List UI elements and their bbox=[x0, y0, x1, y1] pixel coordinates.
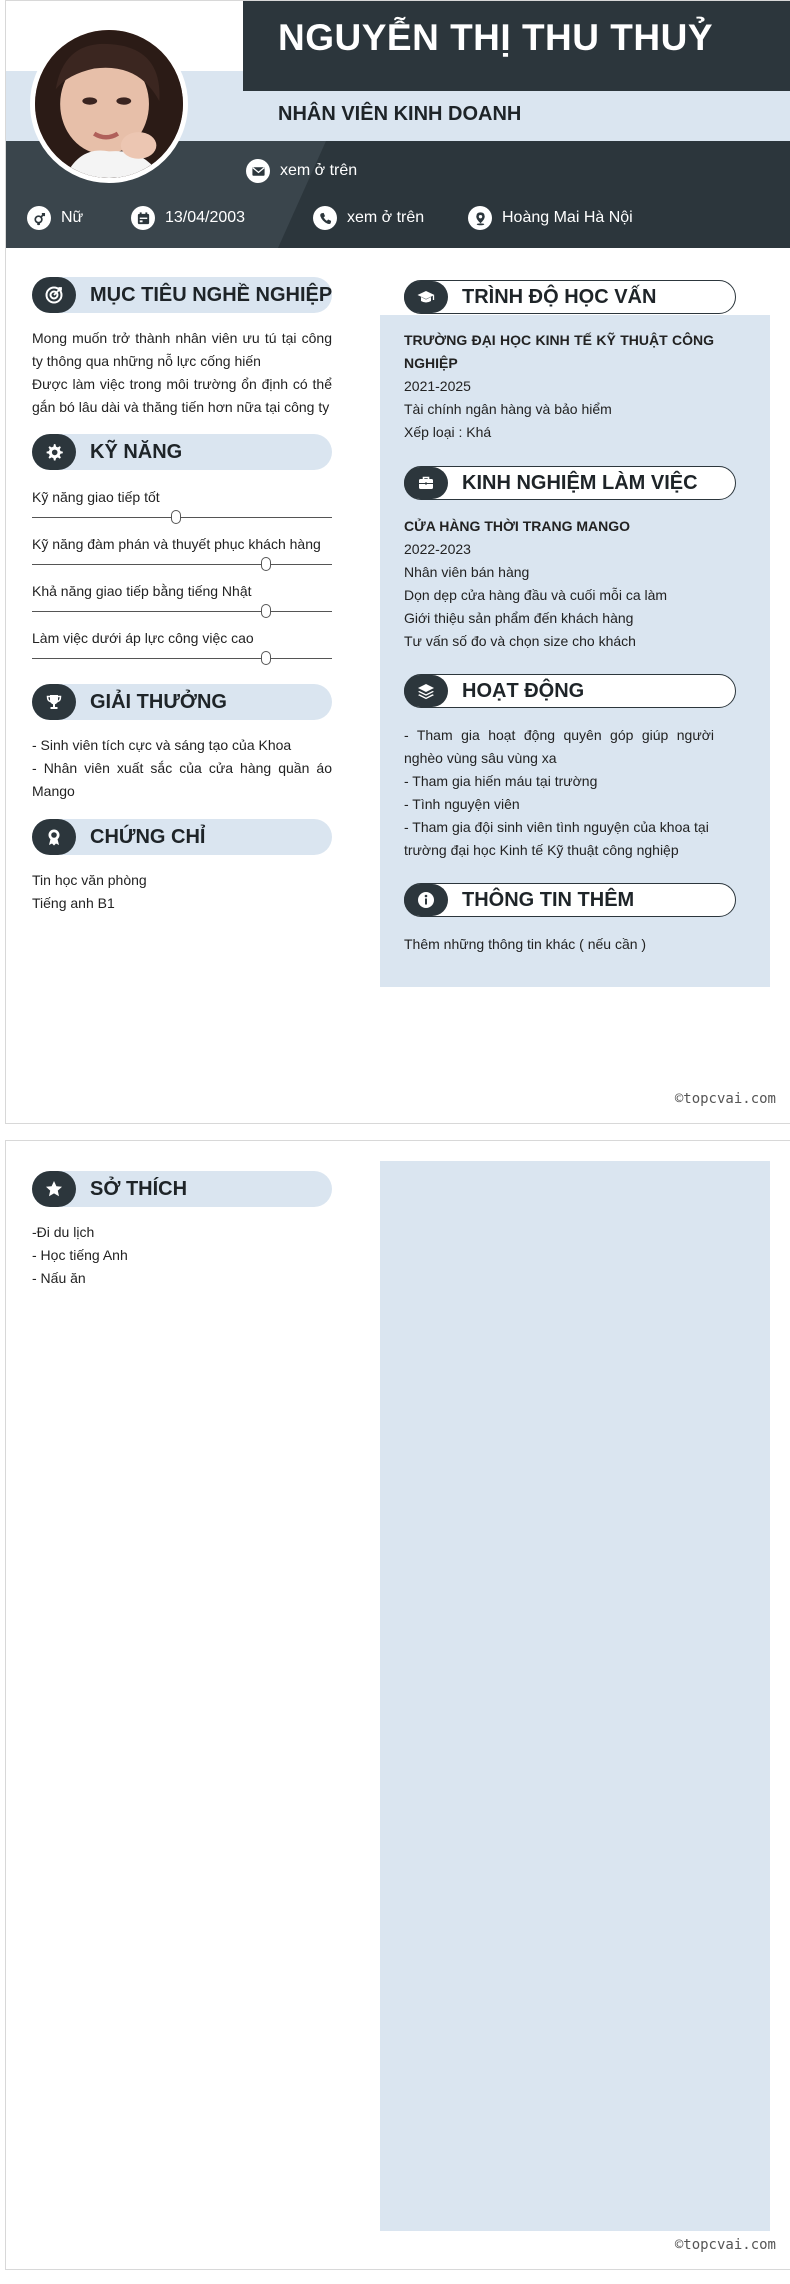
experience-period: 2022-2023 bbox=[404, 541, 471, 557]
more-info-text: Thêm những thông tin khác ( nếu cần ) bbox=[404, 936, 647, 952]
briefcase-icon bbox=[404, 467, 448, 499]
hobby-line: - Học tiếng Anh bbox=[32, 1247, 128, 1263]
birthday-value: 13/04/2003 bbox=[165, 209, 246, 226]
skill-level-knob bbox=[171, 510, 181, 524]
target-icon bbox=[32, 277, 76, 313]
section-title: HOẠT ĐỘNG bbox=[462, 679, 585, 702]
experience-line: Dọn dẹp cửa hàng đầu và cuối mỗi ca làm bbox=[404, 587, 668, 603]
section-title: MỤC TIÊU NGHỀ NGHIỆP bbox=[90, 283, 333, 306]
hobbies-text bbox=[32, 1221, 332, 1290]
graduation-cap-icon bbox=[404, 281, 448, 313]
phone-item bbox=[313, 206, 424, 230]
location-pin-icon bbox=[468, 206, 492, 230]
activity-line: - Tham gia hoạt động quyên góp giúp người nghèo vùng sâu vùng xa bbox=[404, 727, 714, 766]
skill-level-slider bbox=[32, 611, 332, 612]
section-title: KỸ NĂNG bbox=[90, 440, 183, 463]
birthday-item bbox=[131, 206, 245, 230]
activities-text bbox=[404, 724, 714, 862]
full-name: NGUYỄN THỊ THU THUỶ bbox=[278, 17, 713, 58]
skill-label: Làm việc dưới áp lực công việc cao bbox=[32, 630, 254, 646]
skill-level-knob bbox=[261, 604, 271, 618]
experience-line: Giới thiệu sản phẩm đến khách hàng bbox=[404, 610, 634, 626]
star-icon bbox=[32, 1171, 76, 1207]
skill-level-slider bbox=[32, 658, 332, 659]
certificates-text bbox=[32, 869, 332, 915]
activity-line: - Tình nguyện viên bbox=[404, 796, 520, 812]
award-line: - Sinh viên tích cực và sáng tạo của Khoa bbox=[32, 737, 292, 753]
portrait-image bbox=[35, 30, 183, 178]
experience-line: Nhân viên bán hàng bbox=[404, 564, 530, 580]
school-name: TRƯỜNG ĐẠI HỌC KINH TẾ KỸ THUẬT CÔNG NGHIỆP bbox=[404, 332, 714, 371]
section-experience-heading bbox=[404, 466, 736, 500]
section-awards-heading bbox=[32, 684, 332, 720]
certificate-line: Tiếng anh B1 bbox=[32, 895, 115, 911]
certificate-line: Tin học văn phòng bbox=[32, 872, 147, 888]
right-column-panel bbox=[380, 1161, 770, 2231]
phone-icon bbox=[313, 206, 337, 230]
hobby-line: -Đi du lịch bbox=[32, 1224, 95, 1240]
activity-line: - Tham gia hiến máu tại trường bbox=[404, 773, 598, 789]
section-skills-heading bbox=[32, 434, 332, 470]
avatar bbox=[30, 25, 188, 183]
section-education-heading bbox=[404, 280, 736, 314]
company-name: CỬA HÀNG THỜI TRANG MANGO bbox=[404, 518, 631, 534]
gender-item bbox=[27, 206, 83, 230]
experience-text bbox=[404, 515, 714, 653]
section-hobbies-heading bbox=[32, 1171, 332, 1207]
awards-text bbox=[32, 734, 332, 803]
skill-level-knob bbox=[261, 651, 271, 665]
objective-line: Mong muốn trở thành nhân viên ưu tú tại công ty thông qua những nỗ lực cống hiến bbox=[32, 330, 332, 369]
skill-label: Kỹ năng giao tiếp tốt bbox=[32, 489, 160, 505]
award-line: - Nhân viên xuất sắc của cửa hàng quần áo Mango bbox=[32, 760, 332, 799]
calendar-icon bbox=[131, 206, 155, 230]
address-item bbox=[468, 206, 633, 230]
trophy-icon bbox=[32, 684, 76, 720]
section-title: GIẢI THƯỞNG bbox=[90, 690, 227, 713]
watermark: ©topcvai.com bbox=[674, 2237, 776, 2253]
section-certificates-heading bbox=[32, 819, 332, 855]
hobby-line: - Nấu ăn bbox=[32, 1270, 86, 1286]
medal-icon bbox=[32, 819, 76, 855]
cv-page-1 bbox=[5, 0, 790, 1124]
gear-icon bbox=[32, 434, 76, 470]
email-value: xem ở trên bbox=[280, 162, 358, 179]
info-icon bbox=[404, 884, 448, 916]
section-title: CHỨNG CHỈ bbox=[90, 825, 206, 848]
section-title: TRÌNH ĐỘ HỌC VẤN bbox=[462, 285, 657, 308]
section-more-info-heading bbox=[404, 883, 736, 917]
skill-label: Kỹ năng đàm phán và thuyết phục khách hàng bbox=[32, 536, 321, 552]
section-title: THÔNG TIN THÊM bbox=[462, 888, 635, 911]
phone-value: xem ở trên bbox=[347, 209, 425, 226]
cv-page-2 bbox=[5, 1140, 790, 2270]
education-major: Tài chính ngân hàng và bảo hiểm bbox=[404, 401, 612, 417]
skill-label: Khả năng giao tiếp bằng tiếng Nhật bbox=[32, 583, 252, 599]
activity-line: - Tham gia đội sinh viên tình nguyện của khoa tại trường đại học Kinh tế Kỹ thuật công nghiệp bbox=[404, 819, 709, 858]
email-item bbox=[246, 159, 357, 183]
skill-level-knob bbox=[261, 557, 271, 571]
education-period: 2021-2025 bbox=[404, 378, 471, 394]
watermark: ©topcvai.com bbox=[674, 1091, 776, 1107]
gender-icon bbox=[27, 206, 51, 230]
skill-level-slider bbox=[32, 564, 332, 565]
address-value: Hoàng Mai Hà Nội bbox=[502, 209, 633, 226]
objective-line: Được làm việc trong môi trường ổn định có thể gắn bó lâu dài và thăng tiến hơn nữa tại công ty bbox=[32, 376, 332, 415]
gender-value: Nữ bbox=[61, 209, 84, 226]
envelope-icon bbox=[246, 159, 270, 183]
section-objective-heading bbox=[32, 277, 332, 313]
skill-level-slider bbox=[32, 517, 332, 518]
education-text bbox=[404, 329, 714, 444]
section-title: SỞ THÍCH bbox=[90, 1177, 188, 1200]
experience-line: Tư vấn số đo và chọn size cho khách bbox=[404, 633, 636, 649]
section-activities-heading bbox=[404, 674, 736, 708]
objective-text bbox=[32, 327, 332, 419]
job-title: NHÂN VIÊN KINH DOANH bbox=[278, 103, 522, 125]
education-grade: Xếp loại : Khá bbox=[404, 424, 492, 440]
section-title: KINH NGHIỆM LÀM VIỆC bbox=[462, 471, 698, 494]
layers-icon bbox=[404, 675, 448, 707]
